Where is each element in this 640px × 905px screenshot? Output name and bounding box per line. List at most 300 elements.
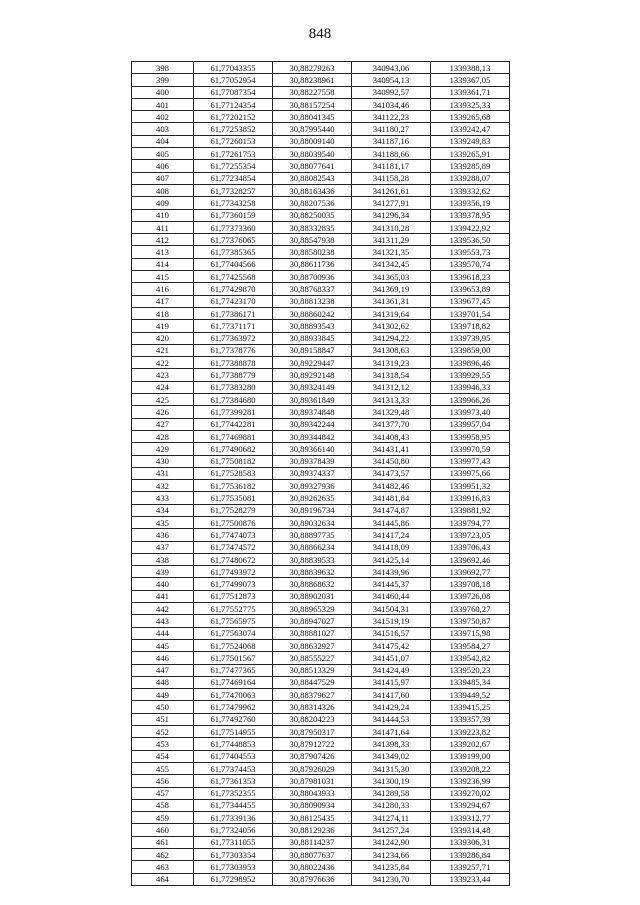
latitude-cell: 61,77508182 (194, 455, 273, 467)
y-coordinate-cell: 1339270,02 (431, 787, 510, 799)
page-number: 848 (308, 26, 332, 42)
x-coordinate-cell: 341310,28 (352, 221, 431, 233)
table-row (132, 307, 510, 319)
point-number-cell: 438 (132, 553, 194, 565)
x-coordinate-cell: 341180,27 (352, 123, 431, 135)
latitude-cell: 61,77328257 (194, 184, 273, 196)
y-coordinate-cell: 1339422,92 (431, 221, 510, 233)
y-coordinate-cell: 1339208,22 (431, 762, 510, 774)
x-coordinate-cell: 341365,03 (352, 271, 431, 283)
y-coordinate-cell: 1339750,87 (431, 615, 510, 627)
latitude-cell: 61,77399281 (194, 406, 273, 418)
longitude-cell: 30,88866234 (273, 541, 352, 553)
x-coordinate-cell: 341349,02 (352, 750, 431, 762)
longitude-cell: 30,88009140 (273, 135, 352, 147)
longitude-cell: 30,88768337 (273, 283, 352, 295)
table-row (132, 320, 510, 332)
table-row (132, 738, 510, 750)
point-number-cell: 413 (132, 246, 194, 258)
point-number-cell: 452 (132, 726, 194, 738)
point-number-cell: 400 (132, 86, 194, 98)
longitude-cell: 30,88881027 (273, 627, 352, 639)
y-coordinate-cell: 1339306,31 (431, 836, 510, 848)
table-row (132, 726, 510, 738)
longitude-cell: 30,89158847 (273, 344, 352, 356)
longitude-cell: 30,88379627 (273, 689, 352, 701)
x-coordinate-cell: 341398,33 (352, 738, 431, 750)
point-number-cell: 414 (132, 258, 194, 270)
point-number-cell: 445 (132, 639, 194, 651)
longitude-cell: 30,88447529 (273, 676, 352, 688)
x-coordinate-cell: 341122,23 (352, 111, 431, 123)
point-number-cell: 419 (132, 320, 194, 332)
y-coordinate-cell: 1339715,98 (431, 627, 510, 639)
latitude-cell: 61,77388779 (194, 369, 273, 381)
latitude-cell: 61,77492760 (194, 713, 273, 725)
point-number-cell: 406 (132, 160, 194, 172)
table-row (132, 615, 510, 627)
table-row (132, 812, 510, 824)
longitude-cell: 30,88947027 (273, 615, 352, 627)
point-number-cell: 399 (132, 74, 194, 86)
table-row (132, 480, 510, 492)
point-number-cell: 460 (132, 824, 194, 836)
point-number-cell: 464 (132, 873, 194, 885)
y-coordinate-cell: 1339249,83 (431, 135, 510, 147)
x-coordinate-cell: 341242,90 (352, 836, 431, 848)
x-coordinate-cell: 341425,14 (352, 553, 431, 565)
x-coordinate-cell: 341230,70 (352, 873, 431, 885)
table-row (132, 184, 510, 196)
x-coordinate-cell: 340992,57 (352, 86, 431, 98)
point-number-cell: 451 (132, 713, 194, 725)
x-coordinate-cell: 341302,62 (352, 320, 431, 332)
longitude-cell: 30,89361849 (273, 394, 352, 406)
y-coordinate-cell: 1339242,47 (431, 123, 510, 135)
longitude-cell: 30,88043933 (273, 787, 352, 799)
point-number-cell: 398 (132, 62, 194, 74)
x-coordinate-cell: 341369,19 (352, 283, 431, 295)
point-number-cell: 402 (132, 111, 194, 123)
x-coordinate-cell: 341294,22 (352, 332, 431, 344)
x-coordinate-cell: 341257,24 (352, 824, 431, 836)
longitude-cell: 30,88157254 (273, 98, 352, 110)
point-number-cell: 444 (132, 627, 194, 639)
latitude-cell: 61,77429870 (194, 283, 273, 295)
longitude-cell: 30,88555227 (273, 652, 352, 664)
longitude-cell: 30,88868632 (273, 578, 352, 590)
x-coordinate-cell: 341034,46 (352, 98, 431, 110)
table-row (132, 443, 510, 455)
x-coordinate-cell: 341445,37 (352, 578, 431, 590)
x-coordinate-cell: 341234,66 (352, 849, 431, 861)
table-row (132, 467, 510, 479)
y-coordinate-cell: 1339388,13 (431, 62, 510, 74)
longitude-cell: 30,89378439 (273, 455, 352, 467)
table-row (132, 332, 510, 344)
point-number-cell: 426 (132, 406, 194, 418)
x-coordinate-cell: 341315,30 (352, 762, 431, 774)
latitude-cell: 61,77474572 (194, 541, 273, 553)
table-row (132, 369, 510, 381)
point-number-cell: 446 (132, 652, 194, 664)
x-coordinate-cell: 341181,17 (352, 160, 431, 172)
longitude-cell: 30,88611736 (273, 258, 352, 270)
longitude-cell: 30,88238961 (273, 74, 352, 86)
table-row (132, 627, 510, 639)
x-coordinate-cell: 341460,44 (352, 590, 431, 602)
table-row (132, 553, 510, 565)
longitude-cell: 30,89327936 (273, 480, 352, 492)
y-coordinate-cell: 1339951,32 (431, 480, 510, 492)
table-row (132, 197, 510, 209)
point-number-cell: 425 (132, 394, 194, 406)
point-number-cell: 457 (132, 787, 194, 799)
x-coordinate-cell: 341313,33 (352, 394, 431, 406)
longitude-cell: 30,88813238 (273, 295, 352, 307)
y-coordinate-cell: 1339265,91 (431, 148, 510, 160)
table-row (132, 123, 510, 135)
latitude-cell: 61,77360159 (194, 209, 273, 221)
table-row (132, 86, 510, 98)
longitude-cell: 30,87926029 (273, 762, 352, 774)
latitude-cell: 61,77404553 (194, 750, 273, 762)
y-coordinate-cell: 1339794,77 (431, 516, 510, 528)
longitude-cell: 30,87912722 (273, 738, 352, 750)
x-coordinate-cell: 341308,63 (352, 344, 431, 356)
longitude-cell: 30,88022436 (273, 861, 352, 873)
longitude-cell: 30,88965329 (273, 603, 352, 615)
point-number-cell: 462 (132, 849, 194, 861)
point-number-cell: 453 (132, 738, 194, 750)
x-coordinate-cell: 341188,66 (352, 148, 431, 160)
longitude-cell: 30,88090934 (273, 799, 352, 811)
x-coordinate-cell: 341431,41 (352, 443, 431, 455)
y-coordinate-cell: 1339859,00 (431, 344, 510, 356)
table-row (132, 639, 510, 651)
latitude-cell: 61,77324056 (194, 824, 273, 836)
point-number-cell: 441 (132, 590, 194, 602)
x-coordinate-cell: 341319,64 (352, 307, 431, 319)
y-coordinate-cell: 1339356,19 (431, 197, 510, 209)
table-row (132, 111, 510, 123)
table-row (132, 762, 510, 774)
table-row (132, 381, 510, 393)
y-coordinate-cell: 1339285,89 (431, 160, 510, 172)
table-row (132, 689, 510, 701)
y-coordinate-cell: 1339970,59 (431, 443, 510, 455)
latitude-cell: 61,77536182 (194, 480, 273, 492)
longitude-cell: 30,88207536 (273, 197, 352, 209)
latitude-cell: 61,77378776 (194, 344, 273, 356)
longitude-cell: 30,87976636 (273, 873, 352, 885)
longitude-cell: 30,89366140 (273, 443, 352, 455)
y-coordinate-cell: 1339288,07 (431, 172, 510, 184)
y-coordinate-cell: 1339977,43 (431, 455, 510, 467)
table-row (132, 566, 510, 578)
y-coordinate-cell: 1339653,89 (431, 283, 510, 295)
y-coordinate-cell: 1339881,92 (431, 504, 510, 516)
latitude-cell: 61,77352355 (194, 787, 273, 799)
y-coordinate-cell: 1339760,27 (431, 603, 510, 615)
table-row (132, 873, 510, 885)
table-row (132, 394, 510, 406)
point-number-cell: 456 (132, 775, 194, 787)
latitude-cell: 61,77298952 (194, 873, 273, 885)
table-row (132, 676, 510, 688)
longitude-cell: 30,88513329 (273, 664, 352, 676)
table-row (132, 430, 510, 442)
latitude-cell: 61,77386171 (194, 307, 273, 319)
point-number-cell: 420 (132, 332, 194, 344)
y-coordinate-cell: 1339618,23 (431, 271, 510, 283)
y-coordinate-cell: 1339584,27 (431, 639, 510, 651)
point-number-cell: 431 (132, 467, 194, 479)
x-coordinate-cell: 341474,87 (352, 504, 431, 516)
longitude-cell: 30,89032634 (273, 516, 352, 528)
point-number-cell: 430 (132, 455, 194, 467)
point-number-cell: 411 (132, 221, 194, 233)
latitude-cell: 61,77260153 (194, 135, 273, 147)
x-coordinate-cell: 341277,91 (352, 197, 431, 209)
x-coordinate-cell: 341361,31 (352, 295, 431, 307)
x-coordinate-cell: 341280,33 (352, 799, 431, 811)
y-coordinate-cell: 1339739,95 (431, 332, 510, 344)
latitude-cell: 61,77385365 (194, 246, 273, 258)
longitude-cell: 30,88077637 (273, 849, 352, 861)
x-coordinate-cell: 341235,84 (352, 861, 431, 873)
latitude-cell: 61,77261753 (194, 148, 273, 160)
point-number-cell: 448 (132, 676, 194, 688)
y-coordinate-cell: 1339257,71 (431, 861, 510, 873)
point-number-cell: 417 (132, 295, 194, 307)
point-number-cell: 429 (132, 443, 194, 455)
point-number-cell: 443 (132, 615, 194, 627)
longitude-cell: 30,88279263 (273, 62, 352, 74)
latitude-cell: 61,77404566 (194, 258, 273, 270)
y-coordinate-cell: 1339378,95 (431, 209, 510, 221)
latitude-cell: 61,77253852 (194, 123, 273, 135)
x-coordinate-cell: 341321,35 (352, 246, 431, 258)
x-coordinate-cell: 341451,07 (352, 652, 431, 664)
latitude-cell: 61,77343258 (194, 197, 273, 209)
y-coordinate-cell: 1339312,77 (431, 812, 510, 824)
longitude-cell: 30,88250035 (273, 209, 352, 221)
table-row (132, 258, 510, 270)
y-coordinate-cell: 1339958,95 (431, 430, 510, 442)
table-row (132, 590, 510, 602)
longitude-cell: 30,88039540 (273, 148, 352, 160)
table-row (132, 603, 510, 615)
point-number-cell: 408 (132, 184, 194, 196)
point-number-cell: 447 (132, 664, 194, 676)
latitude-cell: 61,77535081 (194, 492, 273, 504)
x-coordinate-cell: 341417,24 (352, 529, 431, 541)
point-number-cell: 435 (132, 516, 194, 528)
longitude-cell: 30,88632927 (273, 639, 352, 651)
longitude-cell: 30,87907426 (273, 750, 352, 762)
latitude-cell: 61,77376065 (194, 234, 273, 246)
table-row (132, 74, 510, 86)
table-row (132, 516, 510, 528)
y-coordinate-cell: 1339957,04 (431, 418, 510, 430)
y-coordinate-cell: 1339896,46 (431, 357, 510, 369)
longitude-cell: 30,88114237 (273, 836, 352, 848)
x-coordinate-cell: 341311,29 (352, 234, 431, 246)
latitude-cell: 61,77565975 (194, 615, 273, 627)
latitude-cell: 61,77361353 (194, 775, 273, 787)
x-coordinate-cell: 341319,23 (352, 357, 431, 369)
latitude-cell: 61,77528583 (194, 467, 273, 479)
latitude-cell: 61,77469881 (194, 430, 273, 442)
latitude-cell: 61,77552775 (194, 603, 273, 615)
table-row (132, 418, 510, 430)
x-coordinate-cell: 341261,61 (352, 184, 431, 196)
table-row (132, 271, 510, 283)
point-number-cell: 437 (132, 541, 194, 553)
latitude-cell: 61,77490682 (194, 443, 273, 455)
x-coordinate-cell: 341445,86 (352, 516, 431, 528)
y-coordinate-cell: 1339357,39 (431, 713, 510, 725)
latitude-cell: 61,77363972 (194, 332, 273, 344)
x-coordinate-cell: 341300,19 (352, 775, 431, 787)
table-row (132, 713, 510, 725)
point-number-cell: 410 (132, 209, 194, 221)
point-number-cell: 422 (132, 357, 194, 369)
longitude-cell: 30,88700936 (273, 271, 352, 283)
longitude-cell: 30,88839632 (273, 566, 352, 578)
longitude-cell: 30,89292148 (273, 369, 352, 381)
table-row (132, 406, 510, 418)
x-coordinate-cell: 341424,49 (352, 664, 431, 676)
table-row (132, 529, 510, 541)
x-coordinate-cell: 340954,13 (352, 74, 431, 86)
longitude-cell: 30,89229447 (273, 357, 352, 369)
y-coordinate-cell: 1339975,66 (431, 467, 510, 479)
latitude-cell: 61,77470063 (194, 689, 273, 701)
point-number-cell: 401 (132, 98, 194, 110)
longitude-cell: 30,88547938 (273, 234, 352, 246)
x-coordinate-cell: 341482,46 (352, 480, 431, 492)
table-row (132, 799, 510, 811)
point-number-cell: 423 (132, 369, 194, 381)
latitude-cell: 61,77303354 (194, 849, 273, 861)
longitude-cell: 30,89374337 (273, 467, 352, 479)
latitude-cell: 61,77202152 (194, 111, 273, 123)
y-coordinate-cell: 1339332,62 (431, 184, 510, 196)
point-number-cell: 418 (132, 307, 194, 319)
longitude-cell: 30,89342244 (273, 418, 352, 430)
x-coordinate-cell: 341504,31 (352, 603, 431, 615)
longitude-cell: 30,87995440 (273, 123, 352, 135)
x-coordinate-cell: 341429,24 (352, 701, 431, 713)
table-row (132, 750, 510, 762)
y-coordinate-cell: 1339946,33 (431, 381, 510, 393)
point-number-cell: 433 (132, 492, 194, 504)
point-number-cell: 461 (132, 836, 194, 848)
latitude-cell: 61,77512873 (194, 590, 273, 602)
point-number-cell: 450 (132, 701, 194, 713)
table-row (132, 836, 510, 848)
latitude-cell: 61,77477365 (194, 664, 273, 676)
y-coordinate-cell: 1339692,77 (431, 566, 510, 578)
latitude-cell: 61,77344455 (194, 799, 273, 811)
x-coordinate-cell: 341418,09 (352, 541, 431, 553)
point-number-cell: 407 (132, 172, 194, 184)
point-number-cell: 427 (132, 418, 194, 430)
latitude-cell: 61,77303953 (194, 861, 273, 873)
point-number-cell: 403 (132, 123, 194, 135)
latitude-cell: 61,77371171 (194, 320, 273, 332)
y-coordinate-cell: 1339223,82 (431, 726, 510, 738)
y-coordinate-cell: 1339286,84 (431, 849, 510, 861)
x-coordinate-cell: 341475,42 (352, 639, 431, 651)
table-row (132, 357, 510, 369)
latitude-cell: 61,77339136 (194, 812, 273, 824)
longitude-cell: 30,88314326 (273, 701, 352, 713)
y-coordinate-cell: 1339415,25 (431, 701, 510, 713)
table-row (132, 172, 510, 184)
x-coordinate-cell: 341516,57 (352, 627, 431, 639)
y-coordinate-cell: 1339966,26 (431, 394, 510, 406)
table-row (132, 849, 510, 861)
longitude-cell: 30,88839533 (273, 553, 352, 565)
x-coordinate-cell: 341417,60 (352, 689, 431, 701)
table-row (132, 664, 510, 676)
point-number-cell: 463 (132, 861, 194, 873)
y-coordinate-cell: 1339485,34 (431, 676, 510, 688)
latitude-cell: 61,77480672 (194, 553, 273, 565)
y-coordinate-cell: 1339325,33 (431, 98, 510, 110)
y-coordinate-cell: 1339677,45 (431, 295, 510, 307)
point-number-cell: 440 (132, 578, 194, 590)
table-row (132, 578, 510, 590)
point-number-cell: 404 (132, 135, 194, 147)
y-coordinate-cell: 1339536,50 (431, 234, 510, 246)
latitude-cell: 61,77469164 (194, 676, 273, 688)
longitude-cell: 30,89344842 (273, 430, 352, 442)
table-row (132, 861, 510, 873)
table-row (132, 295, 510, 307)
point-number-cell: 405 (132, 148, 194, 160)
table-row (132, 283, 510, 295)
y-coordinate-cell: 1339361,71 (431, 86, 510, 98)
longitude-cell: 30,87950317 (273, 726, 352, 738)
longitude-cell: 30,89262635 (273, 492, 352, 504)
y-coordinate-cell: 1339314,48 (431, 824, 510, 836)
table-row (132, 504, 510, 516)
y-coordinate-cell: 1339199,00 (431, 750, 510, 762)
table-row (132, 652, 510, 664)
table-row (132, 541, 510, 553)
latitude-cell: 61,77442281 (194, 418, 273, 430)
longitude-cell: 30,88902031 (273, 590, 352, 602)
longitude-cell: 30,88332835 (273, 221, 352, 233)
point-number-cell: 412 (132, 234, 194, 246)
table-row (132, 344, 510, 356)
latitude-cell: 61,77052954 (194, 74, 273, 86)
coordinates-table (131, 61, 510, 886)
y-coordinate-cell: 1339916,83 (431, 492, 510, 504)
latitude-cell: 61,77234854 (194, 172, 273, 184)
latitude-cell: 61,77514955 (194, 726, 273, 738)
y-coordinate-cell: 1339929,55 (431, 369, 510, 381)
x-coordinate-cell: 340943,06 (352, 62, 431, 74)
table-row (132, 701, 510, 713)
y-coordinate-cell: 1339449,52 (431, 689, 510, 701)
table-row (132, 62, 510, 74)
latitude-cell: 61,77255354 (194, 160, 273, 172)
